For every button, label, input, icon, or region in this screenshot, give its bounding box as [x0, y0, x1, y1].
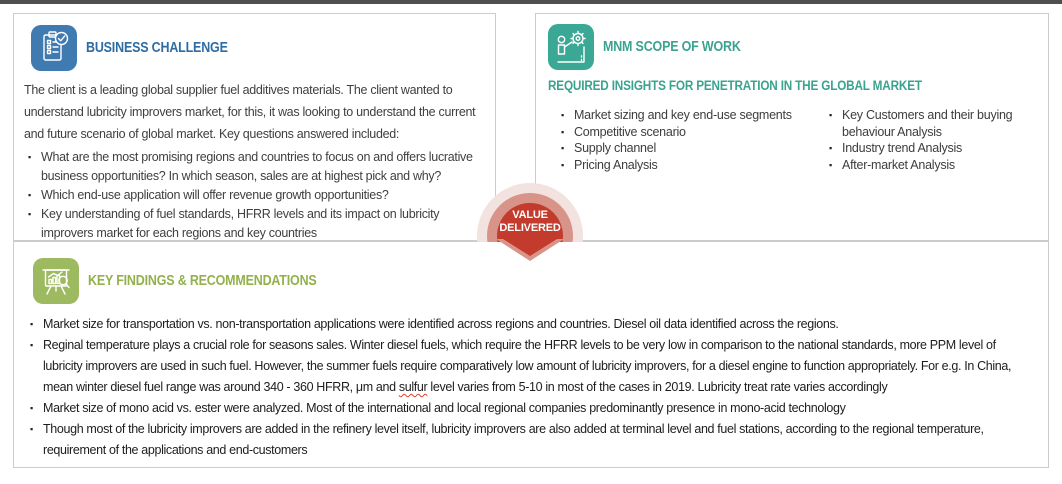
scope-columns: [561, 107, 1048, 173]
bullet-text: ▪ Pricing Analysis: [574, 157, 658, 172]
badge-label-line2: DELIVERED: [499, 222, 561, 234]
list-item: [829, 140, 1034, 157]
key-findings-panel: [13, 241, 1049, 468]
top-accent-bar: [0, 0, 1062, 4]
bullet-text: ▪ After-market Analysis: [842, 157, 955, 172]
list-item: [829, 157, 1034, 174]
key-findings-header: [33, 258, 1048, 304]
bullet-text: ▪ Key understanding of fuel standards, HFRR levels and its impact on lubricity improvers market for each regions and key countries: [41, 207, 440, 240]
scope-of-work-header: [548, 24, 1048, 70]
business-challenge-panel: [13, 13, 496, 241]
required-insights-subtitle: REQUIRED INSIGHTS FOR PENETRATION IN THE GLOBAL MARKET: [548, 78, 922, 93]
bullet-text: ▪ Which end-use application will offer revenue growth opportunities?: [41, 188, 389, 202]
business-challenge-list: [28, 148, 489, 243]
key-findings-list: [30, 314, 1030, 461]
value-delivered-badge: [452, 168, 608, 264]
key-findings-title: KEY FINDINGS & RECOMMENDATIONS: [88, 273, 317, 289]
business-challenge-title: BUSINESS CHALLENGE: [86, 40, 228, 56]
bullet-text: ▪ Market size of mono acid vs. ester were analyzed. Most of the international and local regional companies predominantly presence in mono-acid technology: [43, 401, 846, 415]
bullet-text: ▪ Key Customers and their buying behaviour Analysis: [842, 108, 1013, 139]
scope-column-left: [561, 107, 829, 173]
business-challenge-intro: The client is a leading global supplier fuel additives materials. The client wanted to understand lubricity improvers market, for this, it was looking to understand the current and future scenario of global market. Key questions answered included:: [24, 83, 476, 141]
bullet-text: ▪ Reginal temperature plays a crucial role for seasons sales. Winter diesel fuels, which require the HFRR levels to be very low in comparison to the national standards, more PPM level of lubricity improvers are used in such fuel. However, the summer fuels require comparatively low amount of lubricity improvers, for a diesel engine to function appropriately. For e.g. In China, mean winter diesel fuel range was around 340 - 360 HFRR, μm and sulfur level varies from 5-10 in most of the cases in 2019. Lubricity treat rate varies accordingly: [43, 338, 1012, 394]
scope-of-work-panel: [535, 13, 1049, 241]
list-item: [28, 186, 489, 205]
clipboard-check-icon: [31, 25, 77, 71]
bullet-text: ▪ Though most of the lubricity improvers are added in the refinery level itself, lubricity improvers are also added at terminal level and fuel stations, according to the regional temperature, requirement of the applications and end-customers: [43, 422, 984, 457]
scope-of-work-title: MNM SCOPE OF WORK: [603, 39, 741, 55]
list-item: [30, 419, 1030, 461]
bullet-text: ▪ Competitive scenario: [574, 124, 686, 139]
list-item: [561, 140, 829, 157]
list-item: [561, 124, 829, 141]
list-item: [561, 107, 829, 124]
bullet-text: ▪ Supply channel: [574, 141, 656, 155]
list-item: [30, 398, 1030, 419]
presentation-chart-icon: [33, 258, 79, 304]
list-item: [30, 314, 1030, 335]
scope-column-right: [829, 107, 1034, 173]
list-item: [30, 335, 1030, 398]
list-item: [28, 205, 489, 243]
person-gear-icon: [548, 24, 594, 70]
bullet-text: ▪ What are the most promising regions and countries to focus on and offers lucrative business opportunities? In which season, sales are at highest pick and why?: [41, 150, 473, 183]
list-item: [28, 148, 489, 186]
business-challenge-header: [31, 25, 495, 71]
bullet-text: ▪ Market size for transportation vs. non-transportation applications were identified across regions and countries. Diesel oil data identified across the regions.: [43, 317, 839, 331]
bullet-text: ▪ Industry trend Analysis: [842, 141, 963, 155]
bullet-text: ▪ Market sizing and key end-use segments: [574, 108, 792, 122]
list-item: [829, 107, 1034, 140]
badge-label-line1: VALUE: [512, 209, 548, 221]
